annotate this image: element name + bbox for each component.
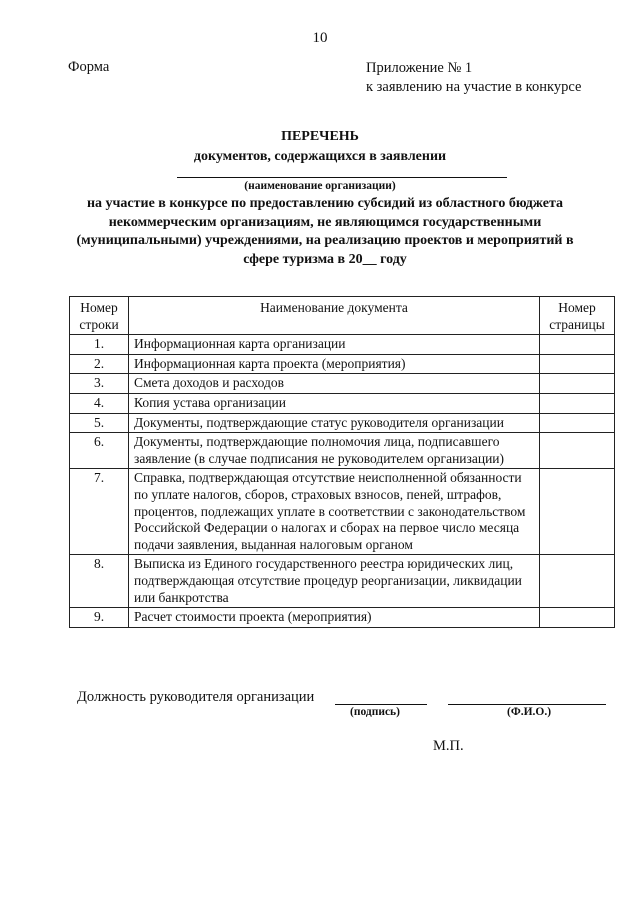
table-header-row [70, 297, 615, 335]
table-row [70, 335, 615, 355]
signature-caption: (подпись) [350, 706, 400, 718]
organization-name-caption: (наименование организации) [244, 180, 396, 192]
organization-name-line [177, 177, 507, 178]
document-name: Документы, подтверждающие статус руководителя организации [129, 413, 540, 433]
purpose-text: на участие в конкурсе по предоставлению субсидий из областного бюджета некоммерческим организациям, не являющимся государственными (муниципальными) учреждениями, на реализацию проектов и мероприятий в сфере туризма в 20__ году [76, 196, 574, 267]
header-row-number: Номер строки [70, 297, 129, 335]
document-name: Информационная карта проекта (мероприятия) [129, 354, 540, 374]
row-number: 7. [70, 469, 129, 555]
page-number: 10 [312, 30, 328, 46]
document-name: Копия устава организации [129, 393, 540, 413]
table-row [70, 374, 615, 394]
header-document-name: Наименование документа [129, 297, 540, 335]
page-number-cell [540, 374, 615, 394]
document-title: ПЕРЕЧЕНЬ [281, 129, 359, 144]
fio-line [448, 704, 606, 705]
document-name: Смета доходов и расходов [129, 374, 540, 394]
row-number: 1. [70, 335, 129, 355]
page-number-cell [540, 335, 615, 355]
row-number: 5. [70, 413, 129, 433]
document-subtitle: документов, содержащихся в заявлении [193, 149, 447, 164]
row-number: 9. [70, 608, 129, 628]
page-number-cell [540, 433, 615, 469]
stamp-label: М.П. [433, 738, 464, 754]
form-label: Форма [68, 59, 110, 75]
page-number-cell [540, 354, 615, 374]
table-row [70, 413, 615, 433]
table-row [70, 555, 615, 608]
document-name: Информационная карта организации [129, 335, 540, 355]
signer-position-label: Должность руководителя организации [77, 689, 315, 705]
appendix-reference [366, 59, 581, 97]
page-number-cell [540, 469, 615, 555]
page-number-cell [540, 608, 615, 628]
table-row [70, 433, 615, 469]
page-number-cell [540, 393, 615, 413]
document-name: Документы, подтверждающие полномочия лица, подписавшего заявление (в случае подписания не руководителем организации) [129, 433, 540, 469]
appendix-line-1: Приложение № 1 [366, 60, 473, 76]
document-name: Выписка из Единого государственного реестра юридических лиц, подтверждающая отсутствие процедур реорганизации, ликвидации или банкротства [129, 555, 540, 608]
table-row [70, 393, 615, 413]
page-number-cell [540, 413, 615, 433]
header-page-number: Номер страницы [540, 297, 615, 335]
row-number: 3. [70, 374, 129, 394]
documents-table [69, 296, 615, 628]
row-number: 2. [70, 354, 129, 374]
row-number: 4. [70, 393, 129, 413]
appendix-line-2: к заявлению на участие в конкурсе [366, 79, 582, 95]
table-row [70, 469, 615, 555]
row-number: 6. [70, 433, 129, 469]
document-name: Расчет стоимости проекта (мероприятия) [129, 608, 540, 628]
fio-caption: (Ф.И.О.) [507, 706, 552, 718]
table-row [70, 354, 615, 374]
document-name: Справка, подтверждающая отсутствие неисполненной обязанности по уплате налогов, сборов, страховых взносов, пеней, штрафов, процентов, подлежащих уплате в соответствии с законодательством Российской Федерации о налогах и сборах на первое число месяца подачи заявления, выданная налоговым органом [129, 469, 540, 555]
row-number: 8. [70, 555, 129, 608]
page-number-cell [540, 555, 615, 608]
table-row [70, 608, 615, 628]
signature-line [335, 704, 427, 705]
